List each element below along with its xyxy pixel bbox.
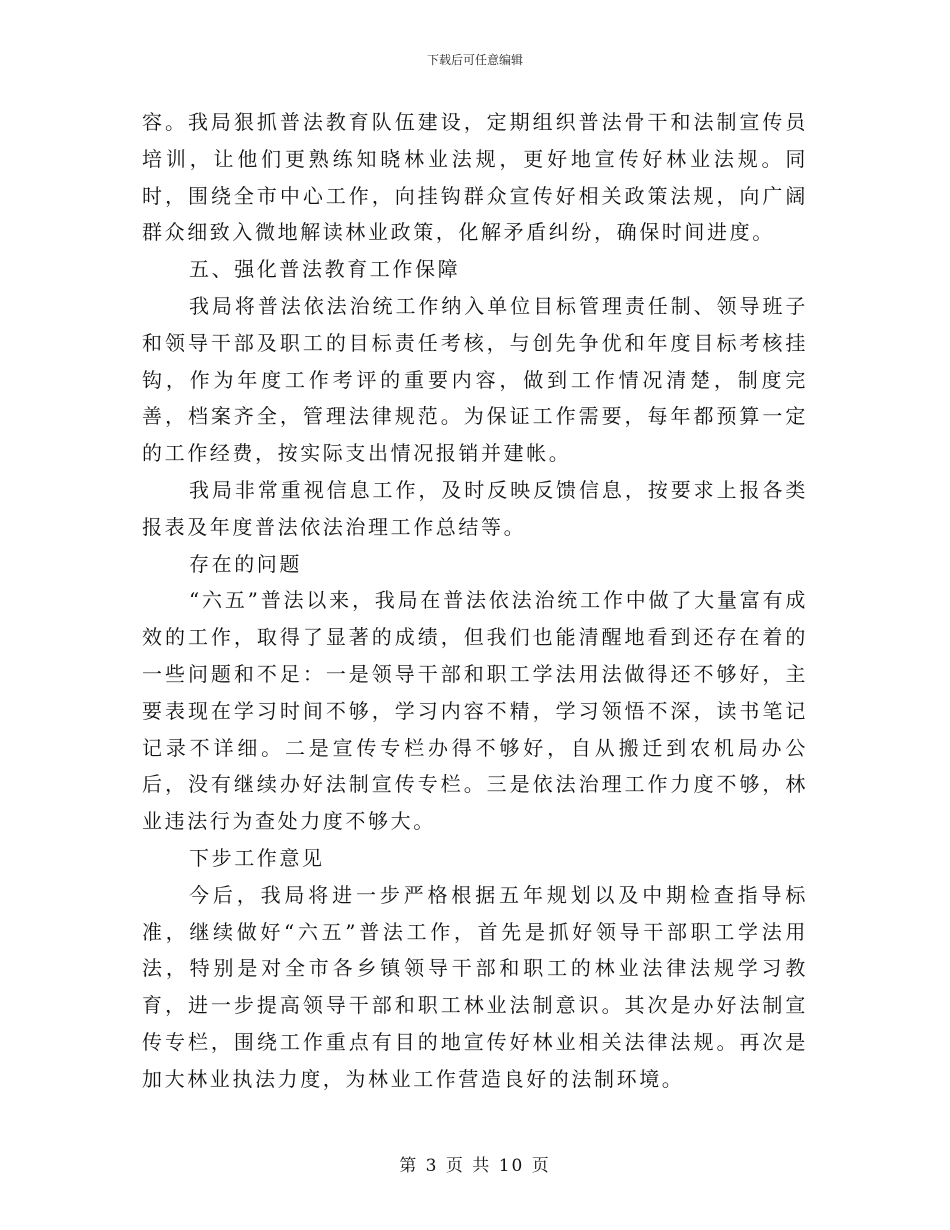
page-header: 下载后可任意编辑 xyxy=(426,53,523,67)
paragraph-problems: “六五”普法以来，我局在普法依法治统工作中做了大量富有成效的工作，取得了显著的成绩，但我们也能清醒地看到还存在着的一些问题和不足：一是领导干部和职工学法用法做得还不够好，主要表现在学习时间不够，学习内容不精，学习领悟不深，读书笔记记录不详细。二是宣传专栏办得不够好，自从搬迁到农机局办公后，没有继续办好法制宣传专栏。三是依法治理工作力度不够，林业违法行为查处力度不够大。 xyxy=(142,588,808,834)
section-heading-problems: 存在的问题 xyxy=(189,551,302,576)
paragraph-information-work: 我局非常重视信息工作，及时反映反馈信息，按要求上报各类报表及年度普法依法治理工作总结等。 xyxy=(142,477,808,539)
paragraph-continuation: 容。我局狠抓普法教育队伍建设，定期组织普法骨干和法制宣传员培训，让他们更熟练知晓林业法规，更好地宣传好林业法规。同时，围绕全市中心工作，向挂钩群众宣传好相关政策法规，向广阔群众细致入微地解读林业政策，化解矛盾纠纷，确保时间进度。 xyxy=(142,110,808,245)
page-number: 第 3 页 共 10 页 xyxy=(399,1156,551,1176)
section-heading-5: 五、强化普法教育工作保障 xyxy=(189,257,461,282)
paragraph-next-steps: 今后，我局将进一步严格根据五年规划以及中期检查指导标准，继续做好“六五”普法工作，首先是抓好领导干部职工学法用法，特别是对全市各乡镇领导干部和职工的林业法律法规学习教育，进一步提高领导干部和职工林业法制意识。其次是办好法制宣传专栏，围绕工作重点有目的地宣传好林业相关法律法规。再次是加大林业执法力度，为林业工作营造良好的法制环境。 xyxy=(142,882,808,1091)
section-heading-next-steps: 下步工作意见 xyxy=(189,845,325,870)
paragraph-work-guarantee: 我局将普法依法治统工作纳入单位目标管理责任制、领导班子和领导干部及职工的目标责任考核，与创先争优和年度目标考核挂钩，作为年度工作考评的重要内容，做到工作情况清楚，制度完善，档案齐全，管理法律规范。为保证工作需要，每年都预算一定的工作经费，按实际支出情况报销并建帐。 xyxy=(142,293,808,466)
document-body xyxy=(142,104,808,1098)
